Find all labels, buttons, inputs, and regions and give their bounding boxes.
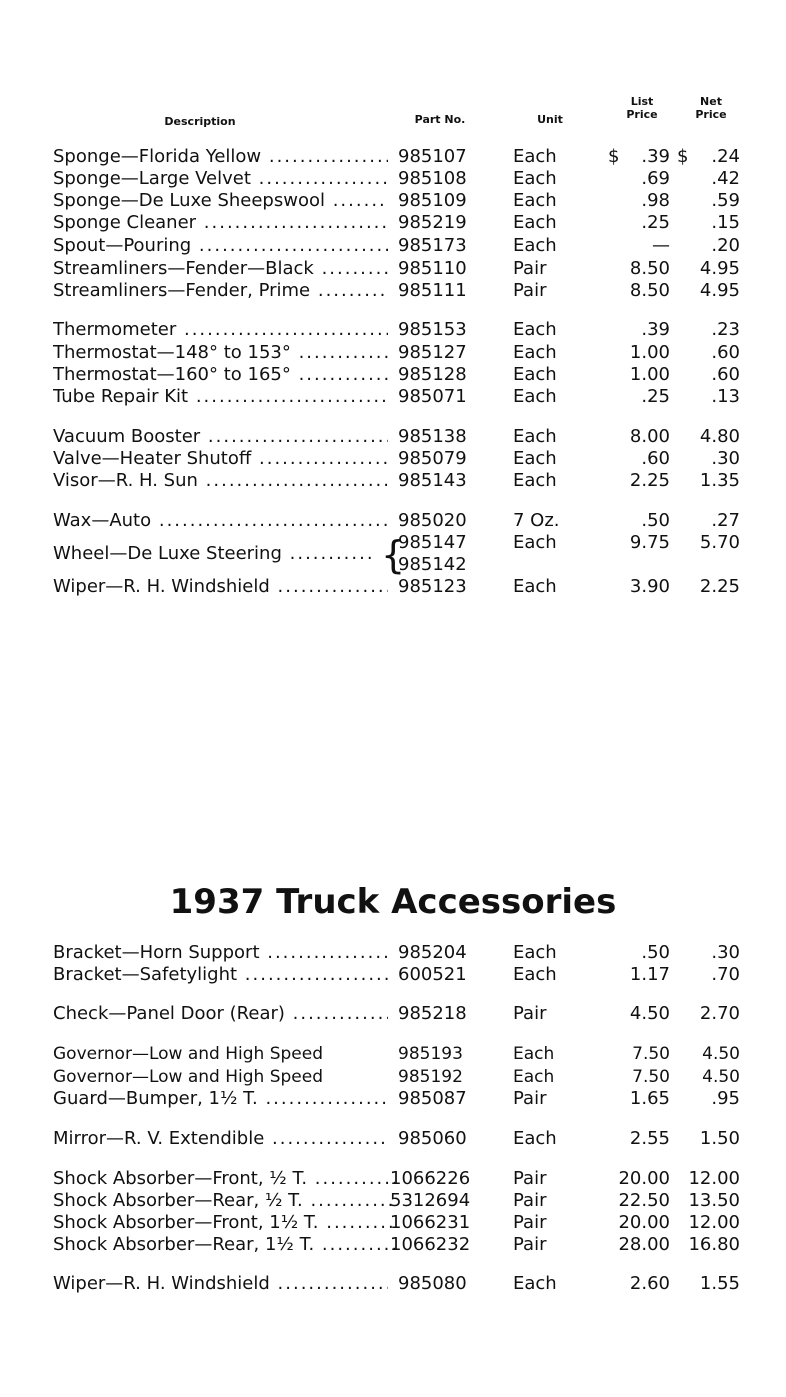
table-row [0, 532, 786, 554]
row-part-no: 985071 [398, 386, 467, 407]
table-row [0, 448, 786, 470]
row-list-price: 4.50 [629, 1003, 670, 1024]
row-list-price: 8.00 [629, 426, 670, 447]
header-net-price: Net Price [695, 95, 727, 121]
table-row [0, 1190, 786, 1212]
row-net-price: .95 [711, 1088, 740, 1109]
row-description: Shock Absorber—Rear, 1½ T. ..... [53, 1234, 395, 1256]
row-part-no: 985143 [398, 470, 467, 491]
row-net-price: 16.80 [688, 1234, 740, 1255]
row-part-no: 985020 [398, 510, 467, 531]
row-list-price: 1.00 [629, 342, 670, 363]
row-description: Guard—Bumper, 1½ T. ..... [53, 1088, 388, 1110]
row-net-price: .70 [711, 964, 740, 985]
table-row [0, 168, 786, 190]
row-part-no: 985108 [398, 168, 467, 189]
row-description: Streamliners—Fender, Prime ..... [53, 280, 388, 302]
row-list-price: 1.65 [629, 1088, 670, 1109]
table-row [0, 942, 786, 964]
row-net-price: 12.00 [688, 1212, 740, 1233]
table-row [0, 190, 786, 212]
row-unit: Pair [513, 1212, 547, 1233]
row-unit: Each [513, 1044, 555, 1064]
row-part-no: 985107 [398, 146, 467, 167]
row-unit: Each [513, 448, 557, 469]
table-row [0, 1168, 786, 1190]
row-description: Sponge—Florida Yellow ..... [53, 146, 388, 168]
row-description: Check—Panel Door (Rear) ..... [53, 1003, 388, 1025]
row-list-price: 9.75 [629, 532, 670, 553]
row-unit: Each [513, 942, 557, 963]
row-part-no: 1066231 [390, 1212, 471, 1233]
row-list-price: .50 [641, 510, 670, 531]
header-list-price: List Price [626, 95, 658, 121]
dollar-sign: $ [677, 146, 689, 167]
row-description: Shock Absorber—Rear, ½ T. ..... [53, 1190, 395, 1212]
row-description: Wiper—R. H. Windshield ..... [53, 1273, 388, 1295]
row-net-price: 4.50 [702, 1067, 740, 1087]
row-unit: Pair [513, 1234, 547, 1255]
row-list-price: 2.55 [629, 1128, 670, 1149]
row-net-price: 13.50 [688, 1190, 740, 1211]
row-unit: Each [513, 1128, 557, 1149]
row-list-price: .25 [641, 212, 670, 233]
row-description: Thermostat—148° to 153° ..... [53, 342, 388, 364]
row-unit: Each [513, 364, 557, 385]
row-net-price: 1.35 [699, 470, 740, 491]
row-part-no: 985173 [398, 235, 467, 256]
row-part-no: 985110 [398, 258, 467, 279]
row-part-no: 985204 [398, 942, 467, 963]
table-row [0, 386, 786, 408]
row-description: Bracket—Safetylight ..... [53, 964, 388, 986]
row-unit: Each [513, 146, 557, 167]
row-description: Governor—Low and High Speed [53, 1044, 323, 1064]
table-row [0, 212, 786, 234]
row-list-price: 2.60 [629, 1273, 670, 1294]
row-unit: Each [513, 342, 557, 363]
row-description: Wax—Auto ..... [53, 510, 388, 532]
row-unit: Each [513, 168, 557, 189]
row-net-price: .15 [711, 212, 740, 233]
row-part-no: 985218 [398, 1003, 467, 1024]
row-net-price: 4.80 [699, 426, 740, 447]
row-list-price: 8.50 [629, 280, 670, 301]
row-description: Mirror—R. V. Extendible ..... [53, 1128, 388, 1150]
row-description: Sponge Cleaner ..... [53, 212, 388, 234]
brace-symbol: { [381, 533, 406, 577]
row-part-no: 985153 [398, 319, 467, 340]
row-description: Sponge—De Luxe Sheepswool ..... [53, 190, 388, 212]
row-net-price: .20 [711, 235, 740, 256]
row-part-no: 1066226 [390, 1168, 471, 1189]
row-description: Tube Repair Kit ..... [53, 386, 388, 408]
row-unit: Each [513, 964, 557, 985]
row-description: Bracket—Horn Support ..... [53, 942, 388, 964]
row-unit: Each [513, 1273, 557, 1294]
row-part-no: 985079 [398, 448, 467, 469]
row-unit: Pair [513, 1190, 547, 1211]
table-row [0, 1212, 786, 1234]
row-unit: Each [513, 212, 557, 233]
row-list-price: .69 [641, 168, 670, 189]
row-list-price: .39 [641, 319, 670, 340]
table-row [0, 426, 786, 448]
row-net-price: .60 [711, 342, 740, 363]
row-description: Thermostat—160° to 165° ..... [53, 364, 388, 386]
row-description: Visor—R. H. Sun ..... [53, 470, 388, 492]
row-net-price: 1.50 [699, 1128, 740, 1149]
row-part-no: 600521 [398, 964, 467, 985]
table-row [0, 1043, 786, 1065]
row-description: Sponge—Large Velvet ..... [53, 168, 388, 190]
row-list-price: .39 [641, 146, 670, 167]
row-net-price: 12.00 [688, 1168, 740, 1189]
table-row [0, 1128, 786, 1150]
row-description: Thermometer ..... [53, 319, 388, 341]
table-row [0, 280, 786, 302]
row-list-price: 20.00 [618, 1212, 670, 1233]
row-unit: Each [513, 1067, 555, 1087]
row-description: Wiper—R. H. Windshield ..... [53, 576, 388, 598]
row-list-price: .60 [641, 448, 670, 469]
table-row [0, 964, 786, 986]
table-row [0, 1066, 786, 1088]
row-description: Spout—Pouring ..... [53, 235, 388, 257]
section-title: 1937 Truck Accessories [169, 882, 617, 922]
row-part-no: 985109 [398, 190, 467, 211]
table-row [0, 470, 786, 492]
header-description: Description [164, 115, 236, 128]
table-row [0, 554, 786, 576]
row-part-no: 985192 [398, 1067, 463, 1087]
row-net-price: 4.95 [699, 280, 740, 301]
row-net-price: 1.55 [699, 1273, 740, 1294]
row-description: Vacuum Booster ..... [53, 426, 388, 448]
row-list-price: .50 [641, 942, 670, 963]
row-net-price: .23 [711, 319, 740, 340]
row-unit: Pair [513, 1088, 547, 1109]
row-description: Streamliners—Fender—Black ..... [53, 258, 388, 280]
row-part-no: 5312694 [390, 1190, 471, 1211]
table-row [0, 319, 786, 341]
row-net-price: .59 [711, 190, 740, 211]
row-net-price: .42 [711, 168, 740, 189]
table-row [0, 1234, 786, 1256]
row-list-price: 3.90 [629, 576, 670, 597]
row-net-price: 2.70 [699, 1003, 740, 1024]
row-unit: Each [513, 386, 557, 407]
row-list-price: 1.17 [629, 964, 670, 985]
row-list-price: 8.50 [629, 258, 670, 279]
header-part-no: Part No. [414, 113, 466, 126]
row-net-price: 4.50 [702, 1044, 740, 1064]
row-part-no: 985219 [398, 212, 467, 233]
row-unit: Pair [513, 280, 547, 301]
row-unit: Each [513, 576, 557, 597]
row-unit: Each [513, 532, 557, 553]
row-list-price: 7.50 [632, 1044, 670, 1064]
dollar-sign: $ [608, 146, 620, 167]
row-part-no: 985147 [398, 532, 467, 553]
row-net-price: .24 [711, 146, 740, 167]
row-list-price: 1.00 [629, 364, 670, 385]
row-part-no: 985080 [398, 1273, 467, 1294]
row-net-price: .60 [711, 364, 740, 385]
row-part-no: 985111 [398, 280, 467, 301]
row-unit: Each [513, 426, 557, 447]
table-row [0, 235, 786, 257]
row-list-price: 22.50 [618, 1190, 670, 1211]
table-row [0, 342, 786, 364]
row-part-no: 985087 [398, 1088, 467, 1109]
row-list-price: 2.25 [629, 470, 670, 491]
row-description: Wheel—De Luxe Steering ..... [53, 543, 373, 565]
row-unit: Pair [513, 1003, 547, 1024]
table-row [0, 364, 786, 386]
row-net-price: .13 [711, 386, 740, 407]
row-unit: Pair [513, 258, 547, 279]
row-part-no: 985138 [398, 426, 467, 447]
row-description: Shock Absorber—Front, 1½ T. ..... [53, 1212, 395, 1234]
row-unit: Each [513, 470, 557, 491]
row-part-no: 985127 [398, 342, 467, 363]
row-part-no: 985128 [398, 364, 467, 385]
table-row [0, 258, 786, 280]
row-unit: 7 Oz. [513, 510, 560, 531]
table-row [0, 576, 786, 598]
table-row [0, 510, 786, 532]
row-list-price: .25 [641, 386, 670, 407]
table-row [0, 146, 786, 168]
table-row [0, 1003, 786, 1025]
row-part-no: 985193 [398, 1044, 463, 1064]
table-row [0, 1088, 786, 1110]
row-unit: Each [513, 235, 557, 256]
row-part-no: 1066232 [390, 1234, 471, 1255]
header-unit: Unit [537, 113, 563, 126]
row-unit: Each [513, 319, 557, 340]
row-net-price: .30 [711, 942, 740, 963]
row-net-price: .30 [711, 448, 740, 469]
row-description: Governor—Low and High Speed [53, 1067, 323, 1087]
row-list-price: .98 [641, 190, 670, 211]
row-list-price: — [652, 235, 670, 256]
row-part-no: 985123 [398, 576, 467, 597]
row-list-price: 20.00 [618, 1168, 670, 1189]
row-net-price: 5.70 [699, 532, 740, 553]
row-part-no-alt: 985142 [398, 554, 467, 575]
table-row [0, 1273, 786, 1295]
row-description: Valve—Heater Shutoff ..... [53, 448, 388, 470]
row-part-no: 985060 [398, 1128, 467, 1149]
row-unit: Each [513, 190, 557, 211]
row-unit: Pair [513, 1168, 547, 1189]
row-net-price: 2.25 [699, 576, 740, 597]
row-net-price: 4.95 [699, 258, 740, 279]
row-list-price: 28.00 [618, 1234, 670, 1255]
row-list-price: 7.50 [632, 1067, 670, 1087]
row-net-price: .27 [711, 510, 740, 531]
row-description: Shock Absorber—Front, ½ T. ..... [53, 1168, 395, 1190]
